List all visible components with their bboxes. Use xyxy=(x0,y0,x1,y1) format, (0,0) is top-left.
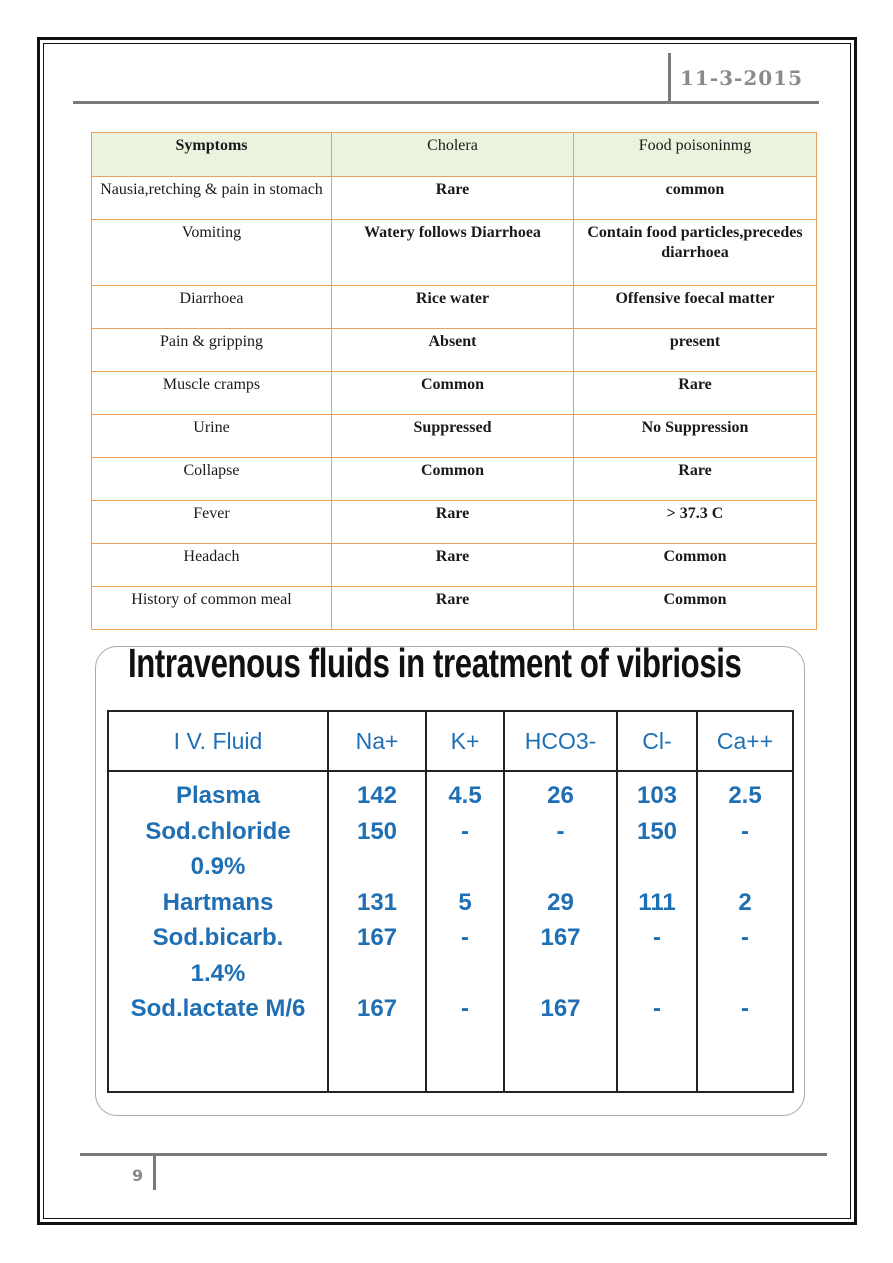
page-number: 9 xyxy=(132,1166,144,1185)
cl-cell xyxy=(617,771,697,1092)
column-header: I V. Fluid xyxy=(108,711,328,771)
na-value: 167 xyxy=(356,924,398,951)
k-value xyxy=(428,849,502,885)
hco3-value xyxy=(506,956,615,992)
fluid-name: Sod.lactate M/6 xyxy=(130,995,306,1022)
table-header-row xyxy=(92,133,817,177)
symptom-cell: History of common meal xyxy=(92,587,332,630)
table-row xyxy=(92,587,817,630)
table-row xyxy=(92,329,817,372)
food-poisoning-cell: Rare xyxy=(574,372,817,415)
k-value: - xyxy=(461,817,469,845)
column-header: K+ xyxy=(426,711,504,771)
food-poisoning-cell: Contain food particles,precedes diarrhoea xyxy=(574,220,817,286)
hco3-value xyxy=(506,849,615,885)
ca-value: - xyxy=(741,995,749,1022)
food-poisoning-cell: No Suppression xyxy=(574,415,817,458)
fluid-name-cell xyxy=(108,771,328,1092)
fluids-title: Intravenous fluids in treatment of vibriosis xyxy=(128,640,742,686)
ca-value: 2 xyxy=(738,888,752,916)
column-header: Symptoms xyxy=(92,133,332,177)
fluids-body-row xyxy=(108,771,793,1092)
column-header: Food poisoninmg xyxy=(574,133,817,177)
table-row xyxy=(92,220,817,286)
k-value xyxy=(428,956,502,992)
column-header: Cl- xyxy=(617,711,697,771)
column-header: HCO3- xyxy=(504,711,617,771)
cl-value: - xyxy=(653,924,661,951)
na-value xyxy=(330,849,424,885)
header-rule xyxy=(73,101,819,104)
symptom-cell: Collapse xyxy=(92,458,332,501)
food-poisoning-cell: common xyxy=(574,177,817,220)
cholera-cell: Rice water xyxy=(332,286,574,329)
ca-value: 2.5 xyxy=(728,782,762,809)
ca-value: - xyxy=(741,817,749,845)
fluid-name: 0.9% xyxy=(190,853,246,880)
na-value: 150 xyxy=(356,817,398,845)
na-value xyxy=(330,956,424,992)
cholera-cell: Suppressed xyxy=(332,415,574,458)
symptom-cell: Muscle cramps xyxy=(92,372,332,415)
cholera-cell: Watery follows Diarrhoea xyxy=(332,220,574,286)
k-value: - xyxy=(461,924,469,951)
ca-value xyxy=(699,956,791,992)
na-value: 167 xyxy=(356,995,398,1022)
fluid-name: Sod.bicarb. xyxy=(152,924,284,951)
food-poisoning-cell: > 37.3 C xyxy=(574,501,817,544)
fluid-name: Plasma xyxy=(175,782,261,809)
cl-value xyxy=(619,849,695,885)
food-poisoning-cell: Rare xyxy=(574,458,817,501)
cholera-cell: Common xyxy=(332,372,574,415)
symptom-cell: Diarrhoea xyxy=(92,286,332,329)
ca-value: - xyxy=(741,924,749,951)
fluid-name: Sod.chloride xyxy=(145,817,291,845)
k-value: 4.5 xyxy=(448,782,482,809)
header-separator xyxy=(668,53,671,103)
symptom-cell: Headach xyxy=(92,544,332,587)
table-row xyxy=(92,415,817,458)
ca-cell xyxy=(697,771,793,1092)
fluids-header-row xyxy=(108,711,793,771)
table-row xyxy=(92,286,817,329)
table-row xyxy=(92,372,817,415)
food-poisoning-cell: Offensive foecal matter xyxy=(574,286,817,329)
cholera-cell: Absent xyxy=(332,329,574,372)
table-row xyxy=(92,177,817,220)
footer-rule xyxy=(80,1153,827,1156)
na-value: 142 xyxy=(356,782,398,809)
fluid-name: 1.4% xyxy=(190,959,246,987)
column-header: Cholera xyxy=(332,133,574,177)
hco3-cell xyxy=(504,771,617,1092)
cholera-cell: Rare xyxy=(332,177,574,220)
k-value: 5 xyxy=(458,888,472,916)
header-date: 11-3-2015 xyxy=(680,66,804,90)
column-header: Ca++ xyxy=(697,711,793,771)
table-row xyxy=(92,544,817,587)
symptom-cell: Urine xyxy=(92,415,332,458)
food-poisoning-cell: present xyxy=(574,329,817,372)
footer-separator xyxy=(153,1154,156,1190)
food-poisoning-cell: Common xyxy=(574,544,817,587)
symptom-cell: Fever xyxy=(92,501,332,544)
food-poisoning-cell: Common xyxy=(574,587,817,630)
cholera-cell: Rare xyxy=(332,544,574,587)
k-value: - xyxy=(461,995,469,1022)
cholera-cell: Common xyxy=(332,458,574,501)
symptom-cell: Nausia,retching & pain in stomach xyxy=(92,177,332,220)
symptom-cell: Vomiting xyxy=(92,220,332,286)
hco3-value: 167 xyxy=(540,924,581,951)
ca-value xyxy=(699,849,791,885)
symptom-cell: Pain & gripping xyxy=(92,329,332,372)
iv-fluids-table xyxy=(107,710,794,1093)
symptoms-comparison-table xyxy=(91,132,817,630)
cholera-cell: Rare xyxy=(332,501,574,544)
hco3-value: - xyxy=(556,817,565,845)
table-row xyxy=(92,501,817,544)
cl-value xyxy=(619,956,695,992)
cl-value: - xyxy=(653,995,661,1022)
na-value: 131 xyxy=(356,888,398,916)
cl-value: 150 xyxy=(636,817,678,845)
column-header: Na+ xyxy=(328,711,426,771)
fluid-name: Hartmans xyxy=(162,888,274,916)
hco3-value: 167 xyxy=(540,995,581,1022)
hco3-value: 26 xyxy=(547,782,574,809)
table-row xyxy=(92,458,817,501)
cl-value: 103 xyxy=(636,782,678,809)
na-cell xyxy=(328,771,426,1092)
cl-value: 111 xyxy=(638,888,676,916)
hco3-value: 29 xyxy=(547,888,574,916)
cholera-cell: Rare xyxy=(332,587,574,630)
k-cell xyxy=(426,771,504,1092)
